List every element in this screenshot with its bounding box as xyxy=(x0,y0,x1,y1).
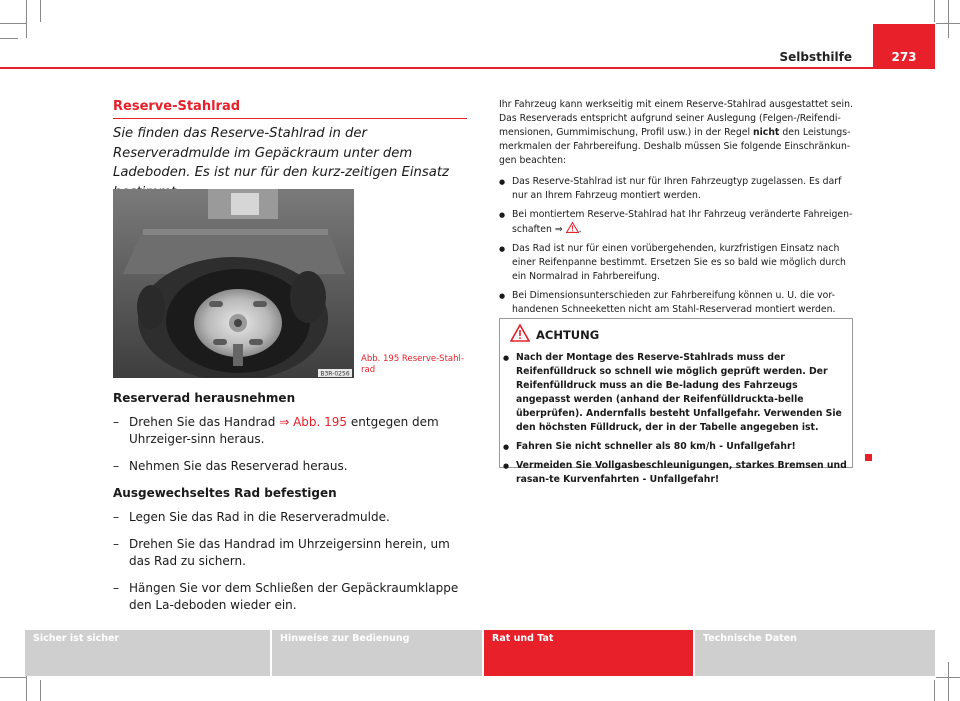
step-text: entgegen dem Uhrzeiger-sinn heraus. xyxy=(129,415,439,446)
crop-mark xyxy=(0,38,18,39)
section-end-mark xyxy=(865,454,872,461)
crop-mark xyxy=(948,662,949,701)
crop-mark xyxy=(40,680,41,701)
step-item xyxy=(113,414,471,448)
footer-tab-label: Hinweise zur Bedienung xyxy=(280,633,410,644)
page-number: 273 xyxy=(891,50,917,64)
step-item: – Legen Sie das Rad in die Reserveradmulde. xyxy=(113,509,471,526)
footer-tab-label: Sicher ist sicher xyxy=(33,633,120,644)
step-item: – Drehen Sie das Handrad im Uhrzeigersinn herein, um das Rad zu sichern. xyxy=(113,536,471,570)
footer-tab-operation[interactable] xyxy=(272,630,482,676)
crop-mark xyxy=(948,0,949,38)
crop-mark xyxy=(26,0,27,38)
spare-wheel-figure xyxy=(113,189,354,378)
page-number-box xyxy=(873,24,935,67)
header-rule xyxy=(0,67,935,69)
subheading-remove: Reserverad herausnehmen xyxy=(113,391,296,405)
step-item: – Nehmen Sie das Reserverad heraus. xyxy=(113,458,471,475)
footer-tab-technical[interactable] xyxy=(695,630,935,676)
section-rule xyxy=(113,118,467,119)
warning-title: ACHTUNG xyxy=(536,328,600,342)
step-text: Drehen Sie das Handrad xyxy=(129,415,280,429)
bullet-item: ● Das Rad ist nur für einen vorübergehenden, kurzfristigen Einsatz nach einer Reifenpanne bestimmt. Ersetzen Sie es so bald wie möglich durch ein Normalrad in Fahrbereifung. xyxy=(499,242,855,284)
footer-tab-safety[interactable] xyxy=(25,630,270,676)
right-column xyxy=(499,98,855,317)
bullet-text: Bei montiertem Reserve-Stahlrad hat Ihr Fahrzeug veränderte Fahreigen-schaften ⇒ xyxy=(512,209,853,235)
intro-paragraph xyxy=(499,98,855,168)
warning-triangle-icon xyxy=(510,324,530,342)
warning-icon[interactable] xyxy=(566,222,579,233)
section-title: Reserve-Stahlrad xyxy=(113,99,241,114)
crop-mark xyxy=(40,0,41,22)
footer-tab-label: Rat und Tat xyxy=(492,633,554,644)
subheading-fasten: Ausgewechseltes Rad befestigen xyxy=(113,486,337,500)
crop-mark xyxy=(934,680,935,701)
section-intro: Sie finden das Reserve-Stahlrad in der Reserveradmulde im Gepäckraum unter dem Ladeboden. Es ist nur für den kurz-zeitigen Einsatz xyxy=(113,126,449,180)
paragraph-text: den Leistungs-merkmalen der Fahrbereifung. Deshalb müssen Sie folgende Einschränkun-gen beachten: xyxy=(499,127,851,166)
warning-item: ● Nach der Montage des Reserve-Stahlrads muss der Reifenfülldruck so schnell wie möglich geprüft werden. Der Reifenfülldruck muss an die Be-ladung des Fahrzeugs angepasst werden (anhand der Reifenfülldruckta-belle überprüfen). Andernfalls besteht Unfallgefahr. Verwenden Sie den höchsten Fülldruck, der in der Tabelle angegeben ist. xyxy=(503,351,849,435)
footer-tab-label: Technische Daten xyxy=(703,633,797,644)
warning-item: ● Fahren Sie nicht schneller als 80 km/h - Unfallgefahr! xyxy=(503,440,849,454)
figure-caption: Abb. 195 Reserve-Stahl-rad xyxy=(361,354,464,375)
figure-link[interactable]: ⇒ Abb. 195 xyxy=(279,415,348,429)
paragraph-text: Ihr Fahrzeug kann werkseitig mit einem Reserve-Stahlrad ausgestattet sein. Das Reserverads entspricht aufgrund seiner Auslegung (Felgen-/Reifendi-mensionen, Gummimischung, Profil usw.) in der Regel xyxy=(499,99,853,138)
figure-code: B3R-0256 xyxy=(320,370,350,378)
crop-mark xyxy=(934,0,935,22)
emphasis-text: nicht xyxy=(753,127,780,138)
warning-item: ● Vermeiden Sie Vollgasbeschleunigungen, starkes Bremsen und rasan-te Kurvenfahrten - Unfallgefahr! xyxy=(503,459,849,487)
warning-header xyxy=(500,319,852,349)
left-column xyxy=(113,390,471,614)
step-item: – Hängen Sie vor dem Schließen der Gepäckraumklappe den La-deboden wieder ein. xyxy=(113,580,471,614)
warning-body xyxy=(503,351,849,487)
bullet-item: ● Bei Dimensionsunterschieden zur Fahrbereifung können u. U. die vor-handenen Schneeketten nicht am Stahl-Reserverad montiert werden. xyxy=(499,289,855,317)
crop-mark xyxy=(0,23,26,24)
bullet-item: ● Bei montiertem Reserve-Stahlrad hat Ihr Fahrzeug veränderte Fahreigen-schaften ⇒ . xyxy=(499,208,855,237)
spare-wheel-illustration xyxy=(113,189,354,378)
warning-box xyxy=(499,318,853,485)
bullet-item: ● Das Reserve-Stahlrad ist nur für Ihren Fahrzeugtyp zugelassen. Es darf nur an Ihrem Fahrzeug montiert werden. xyxy=(499,175,855,203)
crop-mark xyxy=(0,677,26,678)
footer-tab-advice[interactable] xyxy=(484,630,693,676)
chapter-title: Selbsthilfe xyxy=(779,50,852,64)
